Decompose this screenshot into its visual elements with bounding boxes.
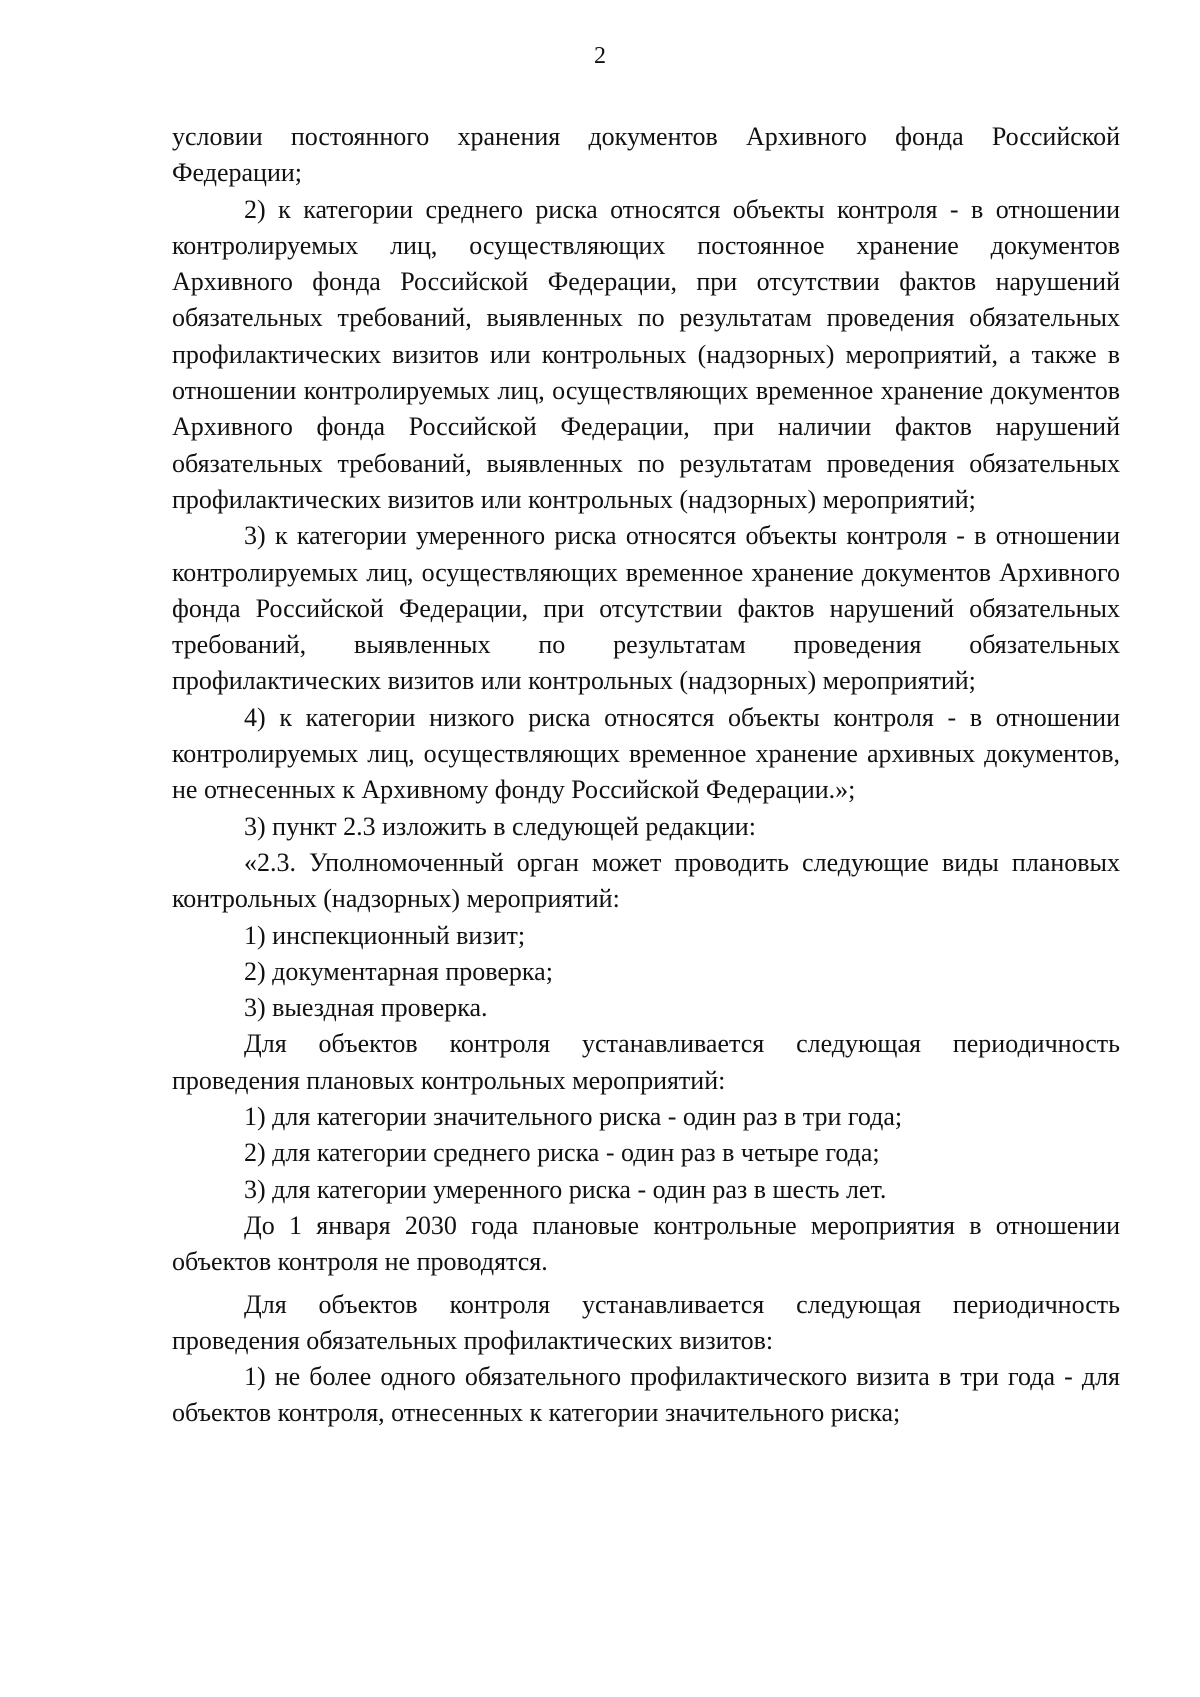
list-item: 3) для категории умеренного риска - один раз в шесть лет. [244, 1174, 887, 1204]
document-body [172, 119, 1120, 1432]
page-number: 2 [594, 43, 606, 69]
paragraph: условии постоянного хранения документов Архивного фонда Российской Федерации; [172, 122, 1120, 188]
list-item: 1) инспекционный визит; [244, 920, 526, 950]
paragraph: 3) к категории умеренного риска относятся объекты контроля - в отношении контролируемых лиц, осуществляющих временное хранение документов Архивного фонда Российской Федерации, при отсутствии фактов нарушений обязательных требований, выявленных по результатам проведения обязательных профилактических визитов или контрольных (надзорных) мероприятий; [172, 521, 1120, 696]
list-item: 1) для категории значительного риска - один раз в три года; [244, 1102, 903, 1132]
paragraph: Для объектов контроля устанавливается следующая периодичность проведения обязательных профилактических визитов: [172, 1289, 1120, 1355]
paragraph: 2) к категории среднего риска относятся объекты контроля - в отношении контролируемых лиц, осуществляющих постоянное хранение документов Архивного фонда Российской Федерации, при отсутствии фактов нарушений обязательных требований, выявленных по результатам проведения обязательных профилактических визитов или контрольных (надзорных) мероприятий, а также в отношении контролируемых лиц, осуществляющих временное хранение документов Архивного фонда Российской Федерации, при наличии фактов нарушений обязательных требований, выявленных по результатам проведения обязательных профилактических визитов или контрольных (надзорных) мероприятий; [172, 194, 1120, 514]
list-item: 2) для категории среднего риска - один раз в четыре года; [244, 1138, 880, 1168]
paragraph: 4) к категории низкого риска относятся объекты контроля - в отношении контролируемых лиц, осуществляющих временное хранение архивных документов, не отнесенных к Архивному фонду Российской Федерации.»; [172, 702, 1120, 805]
paragraph: 3) пункт 2.3 изложить в следующей редакции: [244, 811, 756, 841]
list-item: 2) документарная проверка; [244, 956, 553, 986]
paragraph: «2.3. Уполномоченный орган может проводить следующие виды плановых контрольных (надзорных) мероприятий: [172, 847, 1120, 914]
list-item: 3) выездная проверка. [244, 993, 488, 1023]
paragraph: Для объектов контроля устанавливается следующая периодичность проведения плановых контрольных мероприятий: [172, 1029, 1120, 1095]
paragraph: До 1 января 2030 года плановые контрольные мероприятия в отношении объектов контроля не проводятся. [172, 1210, 1120, 1277]
list-item: 1) не более одного обязательного профилактического визита в три года - для объектов контроля, отнесенных к категории значительного риска; [172, 1362, 1120, 1428]
